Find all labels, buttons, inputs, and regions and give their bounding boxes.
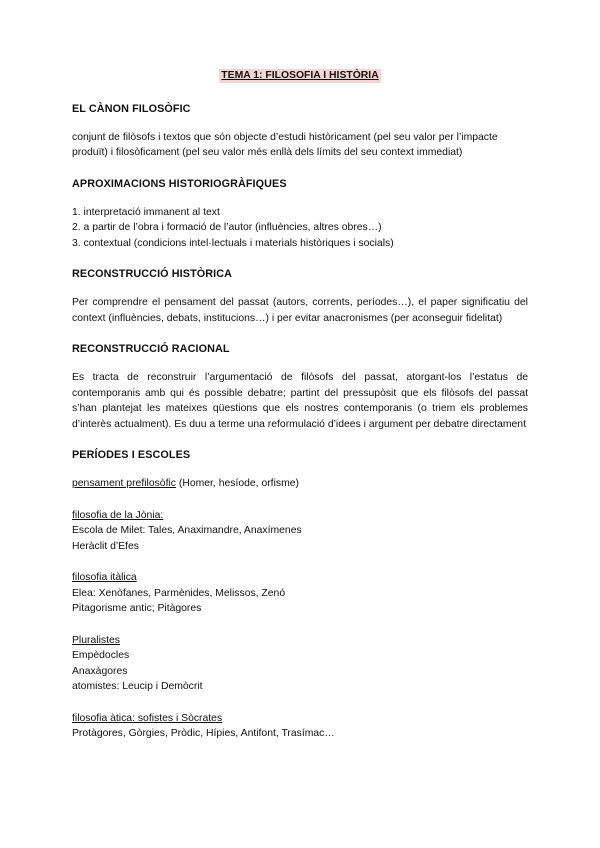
aproximacions-list [72,205,528,252]
title-container [72,68,528,84]
historica-body: Per comprendre el pensament del passat (autors, corrents, períodes…), el paper significatiu del context (influències, debats, institucions…) i per evitar anacronismes (per aconseguir fidelitat) [72,297,528,324]
periode-group [72,570,528,617]
periode-group [72,476,528,492]
periode-title-line [72,476,528,492]
periode-line: Escola de Milet: Tales, Anaximandre, Anaxímenes [72,525,302,536]
periode-line: atomistes: Leucip i Demòcrit [72,681,203,692]
periode-title: filosofia àtica: sofistes i Sòcrates [72,712,223,724]
periode-title: Pluralistes [72,634,120,646]
aproximacio-item: 3. contextual (condicions intel·lectuals i materials històriques i socials) [72,237,394,249]
periode-title: filosofia itàlica [72,572,137,583]
document-title: TEMA 1: FILOSOFIA I HISTÒRIA [221,70,379,81]
periode-line: Heràclit d’Efes [72,540,139,552]
periode-title-suffix: (Homer, hesíode, orfisme) [175,478,299,489]
periode-line: Anaxàgores [72,665,128,677]
aproximacio-item: 1. interpretació immanent al text [72,206,220,218]
periode-line: Pitagorisme antic; Pitàgores [72,603,202,614]
periode-group [72,711,528,742]
periode-group [72,633,528,695]
periode-title: filosofia de la Jònia: [72,509,164,521]
heading-reconstruccio-racional: RECONSTRUCCIÓ RACIONAL [72,343,230,355]
periode-line: Empèdocles [72,650,130,661]
periode-line: Elea: Xenòfanes, Parmènides, Melissos, Zenó [72,587,286,599]
periode-title: pensament prefilosòfic [72,478,176,489]
aproximacio-item: 2. a partir de l’obra i formació de l’autor (influències, altres obres…) [72,222,382,233]
heading-periodes: PERÍODES I ESCOLES [72,449,191,461]
periode-group [72,508,528,555]
document-page [72,68,528,742]
canon-body: conjunt de filòsofs i textos que són objecte d’estudi històricament (pel seu valor per l’impacte produït) i filosòficament (pel seu valor més enllà dels límits del seu context immediat) [72,131,498,158]
heading-aproximacions: APROXIMACIONS HISTORIOGRÀFIQUES [72,177,287,190]
periode-line: Protàgores, Gòrgies, Pròdic, Hípies, Antifont, Trasímac… [72,728,335,739]
heading-reconstruccio-historica: RECONSTRUCCIÓ HISTÒRICA [72,268,233,280]
heading-canon: EL CÀNON FILOSÒFIC [72,102,191,115]
racional-body: Es tracta de reconstruir l’argumentació de filòsofs del passat, atorgant-los l’estatus de contemporanis amb qui és possible debatre; partint del pressupòsit que els filòsofs del passat s’han plantejat les mateixes qüestions que els nostres contemporanis (o triem els problemes d’interès actualment). Es duu a terme una reformulació d’idees i argument per debatre directament [72,372,528,430]
